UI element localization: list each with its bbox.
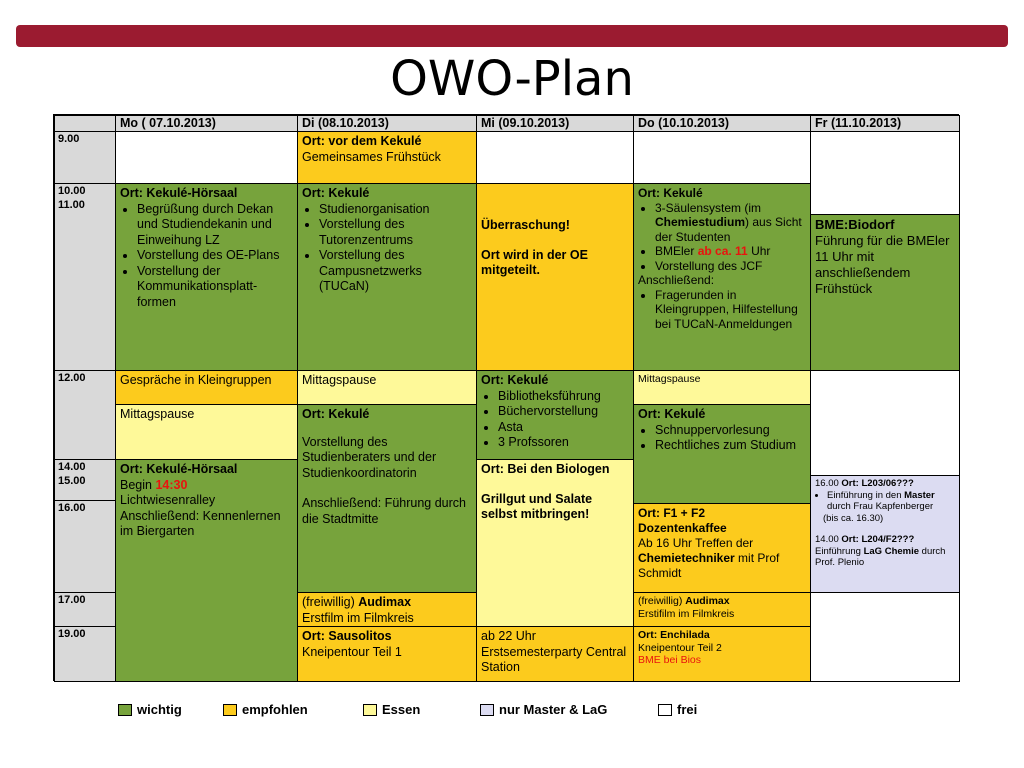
event-location: Ort: Kekulé <box>302 186 370 200</box>
fr-master-event <box>810 475 960 593</box>
time-block-evening-1 <box>54 592 116 627</box>
page-title: OWO-Plan <box>390 51 634 107</box>
event-text: Kneipentour Teil 2 <box>638 641 722 654</box>
event-title: Überraschung! <box>481 218 570 232</box>
di-breakfast-event <box>297 131 477 184</box>
do-schnupper-event <box>633 404 811 504</box>
event-text: Grillgut und Salate selbst mitbringen! <box>481 491 593 521</box>
event-text: Vorstellung des Studienberaters und der Studienkoordinatorin <box>302 434 437 480</box>
legend-item-master <box>480 702 607 717</box>
di-afternoon-event <box>297 404 477 593</box>
mo-welcome-event <box>115 183 298 371</box>
event-location: Ort: Enchilada <box>638 629 710 641</box>
event-location: Ort: Kekulé <box>302 407 370 421</box>
event-prefix: (freiwillig) <box>302 595 359 609</box>
di-lunch: Mittagspause <box>297 370 477 405</box>
list-item: • Vorstellung der Kommunikationsplatt-formen <box>137 264 293 311</box>
list-item <box>827 490 955 513</box>
mi-party-event: ab 22 Uhr Erstsemesterparty Central Station <box>476 626 634 682</box>
event-text: Anschließend: Führung durch die Stadtmitte <box>302 496 466 526</box>
event-text-bold: LaG Chemie <box>863 545 920 557</box>
event-note: (bis ca. 16.30) <box>823 512 884 524</box>
event-list <box>302 202 472 295</box>
event-time: 14.00 <box>815 534 842 545</box>
event-time: 16.00 <box>815 478 842 489</box>
fr-slot-empty <box>810 592 960 682</box>
list-item-text: Einführung in den <box>827 489 905 501</box>
mo-slot-empty <box>115 131 298 184</box>
mo-lunch: Mittagspause <box>115 404 298 460</box>
header-wednesday: Mi (09.10.2013) <box>476 115 634 132</box>
list-item-text: durch Frau Kapfenberger <box>827 501 934 512</box>
event-text: Lichtwiesenralley Anschließend: Kennenlernen im Biergarten <box>120 493 281 538</box>
event-location: Ort: Kekulé <box>481 373 549 387</box>
list-item: • 3 Profssoren <box>498 435 629 451</box>
event-location: Ort: Kekulé-Hörsaal <box>120 462 238 476</box>
event-note: BME bei Bios <box>638 654 702 666</box>
list-item: • Studienorganisation <box>319 202 472 218</box>
mo-afternoon-event <box>115 459 298 682</box>
time-label: 11.00 <box>58 199 85 211</box>
time-block-forenoon <box>54 183 116 371</box>
legend-swatch <box>658 704 672 716</box>
di-evening-event <box>297 626 477 682</box>
event-location: Ort: vor dem Kekulé <box>302 134 422 148</box>
mi-biologen-event <box>476 459 634 627</box>
event-text: durch Prof. Plenio <box>815 545 946 568</box>
di-orientation-event <box>297 183 477 371</box>
list-item-bold: Master <box>904 489 935 501</box>
schedule-table <box>53 114 959 681</box>
list-item: • Vorstellung des OE-Plans <box>137 248 293 264</box>
mi-slot-empty <box>476 131 634 184</box>
event-location: BME:Biodorf <box>815 217 895 232</box>
event-text: Gemeinsames Frühstück <box>302 149 441 164</box>
event-text: Anschließend: <box>638 273 715 287</box>
fr-slot-empty <box>810 131 960 215</box>
event-begin-time: 14:30 <box>155 477 188 492</box>
list-item: • Begrüßung durch Dekan und Studiendekanin und Einweihung LZ <box>137 202 293 249</box>
list-item-highlight: ab ca. 11 <box>697 244 748 258</box>
header-corner <box>54 115 116 132</box>
event-text: Ab 16 Uhr Treffen der <box>638 536 754 550</box>
event-list <box>638 201 806 274</box>
list-item: • Asta <box>498 420 629 436</box>
legend-swatch <box>363 704 377 716</box>
time-label: 19.00 <box>58 628 86 640</box>
event-location: Audimax <box>358 595 412 609</box>
legend-label: wichtig <box>137 702 182 717</box>
legend-item-frei <box>658 702 697 717</box>
do-lunch: Mittagspause <box>633 370 811 405</box>
event-text: Einführung <box>815 545 864 557</box>
time-block-afternoon-2 <box>54 500 116 593</box>
mo-gespraeche-event: Gespräche in Kleingruppen <box>115 370 298 405</box>
list-item: • Büchervorstellung <box>498 404 629 420</box>
header-thursday: Do (10.10.2013) <box>633 115 811 132</box>
event-location: Ort: F1 + F2 <box>638 506 706 520</box>
event-location: Ort: Kekulé <box>638 407 706 421</box>
time-label: 17.00 <box>58 594 86 606</box>
do-dozentenkaffee-event <box>633 503 811 593</box>
legend-item-essen <box>363 702 420 717</box>
event-location: Ort: Kekulé <box>638 186 703 200</box>
legend <box>118 702 878 720</box>
time-label: 14.00 <box>58 461 86 473</box>
event-list <box>638 288 806 332</box>
list-item: • Rechtliches zum Studium <box>655 438 806 454</box>
do-audimax-event <box>633 592 811 627</box>
list-item: • Vorstellung des JCF <box>655 259 806 274</box>
list-item <box>655 244 806 259</box>
event-location: Ort: L203/06??? <box>841 478 914 489</box>
time-label: 9.00 <box>58 133 80 145</box>
list-item: • Bibliotheksführung <box>498 389 629 405</box>
list-item-text: Uhr <box>747 244 771 258</box>
event-title: Dozentenkaffee <box>638 521 727 535</box>
event-text: Kneipentour Teil 1 <box>302 644 402 659</box>
legend-label: empfohlen <box>242 702 308 717</box>
legend-swatch <box>223 704 237 716</box>
event-location: Ort: Kekulé-Hörsaal <box>120 186 238 200</box>
event-text: Erstfilm im Filmkreis <box>302 610 414 625</box>
event-text: mit Prof Schmidt <box>638 551 780 580</box>
legend-swatch <box>480 704 494 716</box>
event-text: Ort wird in der OE mitgeteilt. <box>481 247 588 277</box>
di-audimax-event <box>297 592 477 627</box>
list-item: • Fragerunden in Kleingruppen, Hilfestellung bei TUCaN-Anmeldungen <box>655 288 806 332</box>
time-label: 16.00 <box>58 502 86 514</box>
event-text: Führung für die BMEler 11 Uhr mit anschließendem Frühstück <box>815 233 950 296</box>
list-item-text: ) aus Sicht der Studenten <box>655 215 802 244</box>
legend-item-wichtig <box>118 702 182 717</box>
time-block-afternoon-1 <box>54 459 116 501</box>
fr-biodorf-event <box>810 214 960 371</box>
header-friday: Fr (11.10.2013) <box>810 115 960 132</box>
event-location: Ort: L204/F2??? <box>841 534 915 545</box>
event-text: Erstifilm im Filmkreis <box>638 607 735 620</box>
do-slot-empty <box>633 131 811 184</box>
list-item-text: 3-Säulensystem (im <box>655 200 762 215</box>
event-list <box>120 202 293 311</box>
do-evening-event <box>633 626 811 682</box>
event-list <box>481 389 629 451</box>
list-item: • Vorstellung des Campusnetzwerks (TUCaN) <box>319 248 472 295</box>
header-tuesday: Di (08.10.2013) <box>297 115 477 132</box>
list-item <box>655 201 806 245</box>
mi-kekule-event <box>476 370 634 460</box>
header-monday: Mo ( 07.10.2013) <box>115 115 298 132</box>
legend-item-empfohlen <box>223 702 308 717</box>
list-item: • Vorstellung des Tutorenzentrums <box>319 217 472 248</box>
do-studium-event <box>633 183 811 371</box>
event-location: Ort: Bei den Biologen <box>481 462 610 476</box>
fr-slot-empty <box>810 370 960 476</box>
time-label: 15.00 <box>58 475 86 487</box>
event-text-bold: Chemietechniker <box>638 551 735 565</box>
event-location: Ort: Sausolitos <box>302 629 392 643</box>
legend-label: Essen <box>382 702 421 717</box>
list-item: • Schnuppervorlesung <box>655 423 806 439</box>
event-list <box>638 423 806 454</box>
time-block-morning <box>54 131 116 184</box>
legend-label: nur Master & LaG <box>499 702 608 717</box>
time-block-evening-2 <box>54 626 116 682</box>
event-list <box>815 490 955 513</box>
title-bar-accent <box>16 25 1008 47</box>
list-item-text: BMEler <box>655 244 698 258</box>
legend-swatch <box>118 704 132 716</box>
time-label: 12.00 <box>58 372 86 384</box>
event-prefix: (freiwillig) <box>638 595 686 607</box>
event-location: Audimax <box>685 595 730 607</box>
list-item-bold: Chemiestudium <box>655 215 746 229</box>
time-block-noon <box>54 370 116 460</box>
time-label: 10.00 <box>58 185 86 197</box>
event-begin-label: Begin <box>120 477 156 492</box>
legend-label: frei <box>677 702 698 717</box>
mi-surprise-event <box>476 183 634 371</box>
